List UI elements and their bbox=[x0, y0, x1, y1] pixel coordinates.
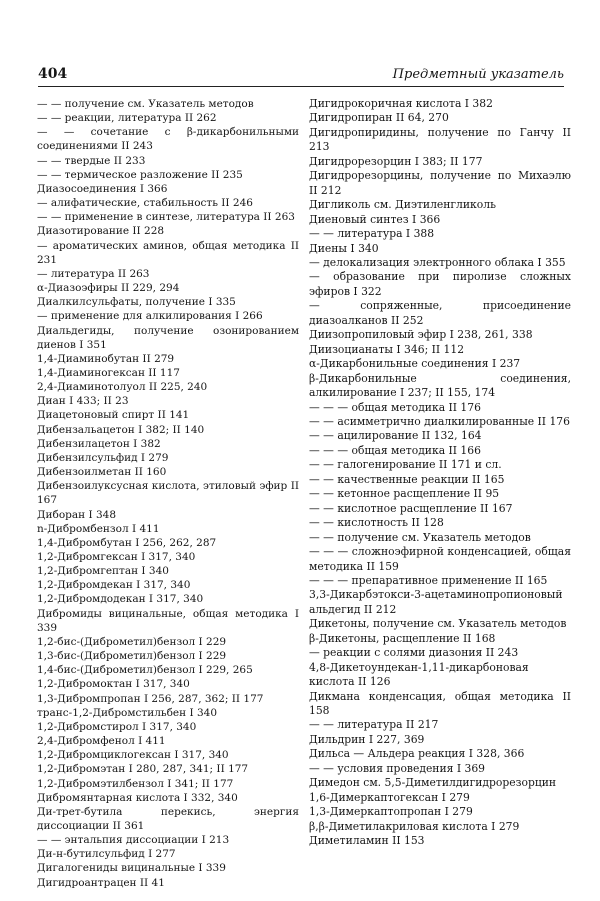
index-entry: β-Дикарбонильные соединения, алкилирование I 237; II 155, 174 bbox=[309, 371, 571, 400]
index-entry: 1,2-Дибромциклогексан I 317, 340 bbox=[37, 749, 229, 762]
index-entry: α-Диазоэфиры II 229, 294 bbox=[37, 282, 180, 295]
index-entry: 1,4-бис-(Диброметил)бензол I 229, 265 bbox=[37, 664, 253, 677]
index-entry: — образование при пиролизе сложных эфиров I 322 bbox=[309, 270, 571, 298]
index-entry: — — литература II 217 bbox=[309, 718, 439, 732]
index-entry: — — качественные реакции II 165 bbox=[309, 472, 505, 486]
index-entry: Дигидрокоричная кислота I 382 bbox=[309, 97, 493, 110]
index-entry: Дибромянтарная кислота I 332, 340 bbox=[37, 791, 238, 804]
index-entry: Дибензилсульфид I 279 bbox=[37, 451, 169, 464]
index-entry: — сопряженные, присоединение диазоалканов II 252 bbox=[309, 299, 571, 327]
index-entry: — — литература I 388 bbox=[309, 227, 435, 241]
index-entry: 2,4-Диаминотолуол II 225, 240 bbox=[37, 381, 208, 394]
index-entry: Дильдрин I 227, 369 bbox=[309, 732, 425, 746]
index-entry: Диальдегиды, получение озонированием диенов I 351 bbox=[37, 324, 299, 351]
index-entry: транс-1,2-Дибромстильбен I 340 bbox=[37, 706, 218, 719]
index-entry: — — реакции, литература II 262 bbox=[37, 112, 217, 125]
index-entry: Диены I 340 bbox=[309, 241, 379, 255]
header-rule bbox=[38, 86, 564, 87]
index-column-right bbox=[309, 97, 571, 849]
index-entry: 1,2-Дибромэтилбензол I 341; II 177 bbox=[37, 777, 234, 790]
index-entry: Дибензоилметан II 160 bbox=[37, 466, 167, 479]
index-entry: Ди-н-бутилсульфид I 277 bbox=[37, 848, 176, 861]
index-entry: Дигидрорезорцины, получение по Михаэлю II 212 bbox=[309, 169, 571, 197]
index-entry: — — — препаративное применение II 165 bbox=[309, 573, 548, 587]
index-entry: — — асимметрично диалкилированные II 176 bbox=[309, 414, 570, 428]
index-entry: Дигидропиридины, получение по Ганчу II 213 bbox=[309, 125, 571, 154]
index-entry: Диацетоновый спирт II 141 bbox=[37, 409, 190, 422]
index-entry: — — — сложноэфирной конденсацией, общая методика II 159 bbox=[309, 545, 571, 573]
index-entry: Ди-трет-бутила перекись, энергия диссоциации II 361 bbox=[37, 805, 299, 832]
index-entry: 1,3-Димеркаптопропан I 279 bbox=[309, 805, 473, 819]
running-title: Предметный указатель bbox=[392, 67, 564, 82]
index-entry: Диазотирование II 228 bbox=[37, 225, 165, 238]
index-entry: Дибензоилуксусная кислота, этиловый эфир II 167 bbox=[37, 480, 299, 507]
index-entry: 4,8-Дикетоундекан-1,11-дикарбоновая кислота II 126 bbox=[309, 660, 529, 689]
index-entry: Дильса — Альдера реакция I 328, 366 bbox=[309, 747, 525, 761]
index-entry: Диан I 433; II 23 bbox=[37, 395, 129, 408]
index-entry: Дигидрорезорцин I 383; II 177 bbox=[309, 154, 483, 168]
index-entry: 2,4-Дибромфенол I 411 bbox=[37, 735, 166, 748]
index-entry: Дигалогениды вицинальные I 339 bbox=[37, 862, 226, 875]
index-entry: Дикетоны, получение см. Указатель методов bbox=[309, 617, 567, 631]
index-entry: 1,2-Дибромдекан I 317, 340 bbox=[37, 579, 191, 592]
index-entry: 1,2-бис-(Диброметил)бензол I 229 bbox=[37, 635, 227, 648]
index-entry: Дибромиды вицинальные, общая методика I 339 bbox=[37, 607, 299, 634]
index-entry: 1,2-Дибромстирол I 317, 340 bbox=[37, 720, 197, 733]
index-entry: — применение для алкилирования I 266 bbox=[37, 310, 263, 323]
index-entry: — — кислотность II 128 bbox=[309, 516, 444, 530]
index-entry: Диазосоединения I 366 bbox=[37, 182, 168, 195]
index-entry: — — кетонное расщепление II 95 bbox=[309, 487, 500, 501]
index-entry: 1,3-Дибромпропан I 256, 287, 362; II 177 bbox=[37, 692, 264, 705]
index-column-left bbox=[37, 97, 299, 890]
index-entry: — алифатические, стабильность II 246 bbox=[37, 197, 253, 210]
index-entry: Димедон см. 5,5-Диметилдигидрорезорцин bbox=[309, 776, 557, 790]
index-entry: — — ацилирование II 132, 164 bbox=[309, 429, 482, 443]
index-entry: Диметиламин II 153 bbox=[309, 834, 425, 848]
index-entry: — реакции с солями диазония II 243 bbox=[309, 646, 519, 660]
index-entry: Дибензальацетон I 382; II 140 bbox=[37, 423, 205, 436]
index-entry: Диизопропиловый эфир I 238, 261, 338 bbox=[309, 328, 533, 342]
index-entry: — — галогенирование II 171 и сл. bbox=[309, 458, 502, 472]
index-entry: — — получение см. Указатель методов bbox=[309, 530, 531, 544]
index-entry: 1,2-Дибромдодекан I 317, 340 bbox=[37, 593, 204, 606]
index-entry: — — — общая методика II 166 bbox=[309, 443, 481, 457]
index-entry: Дигликоль см. Диэтиленгликоль bbox=[309, 198, 496, 212]
index-entry: 1,4-Дибромбутан I 256, 262, 287 bbox=[37, 536, 217, 549]
index-entry: — — применение в синтезе, литература II 263 bbox=[37, 211, 295, 224]
index-entry: Диалкилсульфаты, получение I 335 bbox=[37, 296, 236, 309]
index-entry: Диборан I 348 bbox=[37, 508, 117, 521]
index-entry: — — условия проведения I 369 bbox=[309, 761, 486, 775]
index-entry: 1,2-Дибромэтан I 280, 287, 341; II 177 bbox=[37, 763, 249, 776]
index-entry: — — кислотное расщепление II 167 bbox=[309, 501, 513, 515]
index-entry: Диизоцианаты I 346; II 112 bbox=[309, 342, 465, 356]
index-entry: — — — общая методика II 176 bbox=[309, 400, 481, 414]
index-entry: — — сочетание с β-дикарбонильными соединениями II 243 bbox=[37, 126, 299, 153]
index-entry: 1,4-Диаминогексан II 117 bbox=[37, 366, 180, 379]
index-entry: — — энтальпия диссоциации I 213 bbox=[37, 834, 230, 847]
index-entry: 1,3-бис-(Диброметил)бензол I 229 bbox=[37, 650, 227, 663]
index-entry: — — получение см. Указатель методов bbox=[37, 98, 254, 110]
index-entry: 1,2-Дибромгептан I 340 bbox=[37, 565, 169, 578]
index-entry: Диеновый синтез I 366 bbox=[309, 212, 441, 226]
index-entry: Дигидроантрацен II 41 bbox=[37, 876, 165, 889]
index-entry: 1,4-Диаминобутан II 279 bbox=[37, 352, 175, 365]
index-entry: Дибензилацетон I 382 bbox=[37, 437, 161, 450]
index-entry: 1,6-Димеркаптогексан I 279 bbox=[309, 790, 470, 804]
index-entry: 1,2-Дибромоктан I 317, 340 bbox=[37, 678, 190, 691]
index-entry: 1,2-Дибромгексан I 317, 340 bbox=[37, 551, 196, 563]
index-entry: — литература II 263 bbox=[37, 267, 150, 280]
index-entry: β,β-Диметилакриловая кислота I 279 bbox=[309, 819, 520, 833]
index-entry: — — твердые II 233 bbox=[37, 154, 146, 167]
index-entry: Дигидропиран II 64, 270 bbox=[309, 111, 449, 125]
index-entry: α-Дикарбонильные соединения I 237 bbox=[309, 357, 521, 371]
index-entry: — делокализация электронного облака I 355 bbox=[309, 255, 566, 269]
index-entry: — ароматических аминов, общая методика II 231 bbox=[37, 239, 299, 266]
index-entry: Дикмана конденсация, общая методика II 158 bbox=[309, 689, 571, 718]
index-entry: β-Дикетоны, расщепление II 168 bbox=[309, 631, 496, 645]
index-entry: 3,3-Дикарбэтокси-3-ацетаминопропионовый альдегид II 212 bbox=[309, 588, 563, 616]
page-number: 404 bbox=[38, 66, 68, 82]
index-entry: n-Дибромбензол I 411 bbox=[37, 522, 160, 535]
page-header bbox=[38, 66, 564, 92]
index-entry: — — термическое разложение II 235 bbox=[37, 168, 243, 181]
